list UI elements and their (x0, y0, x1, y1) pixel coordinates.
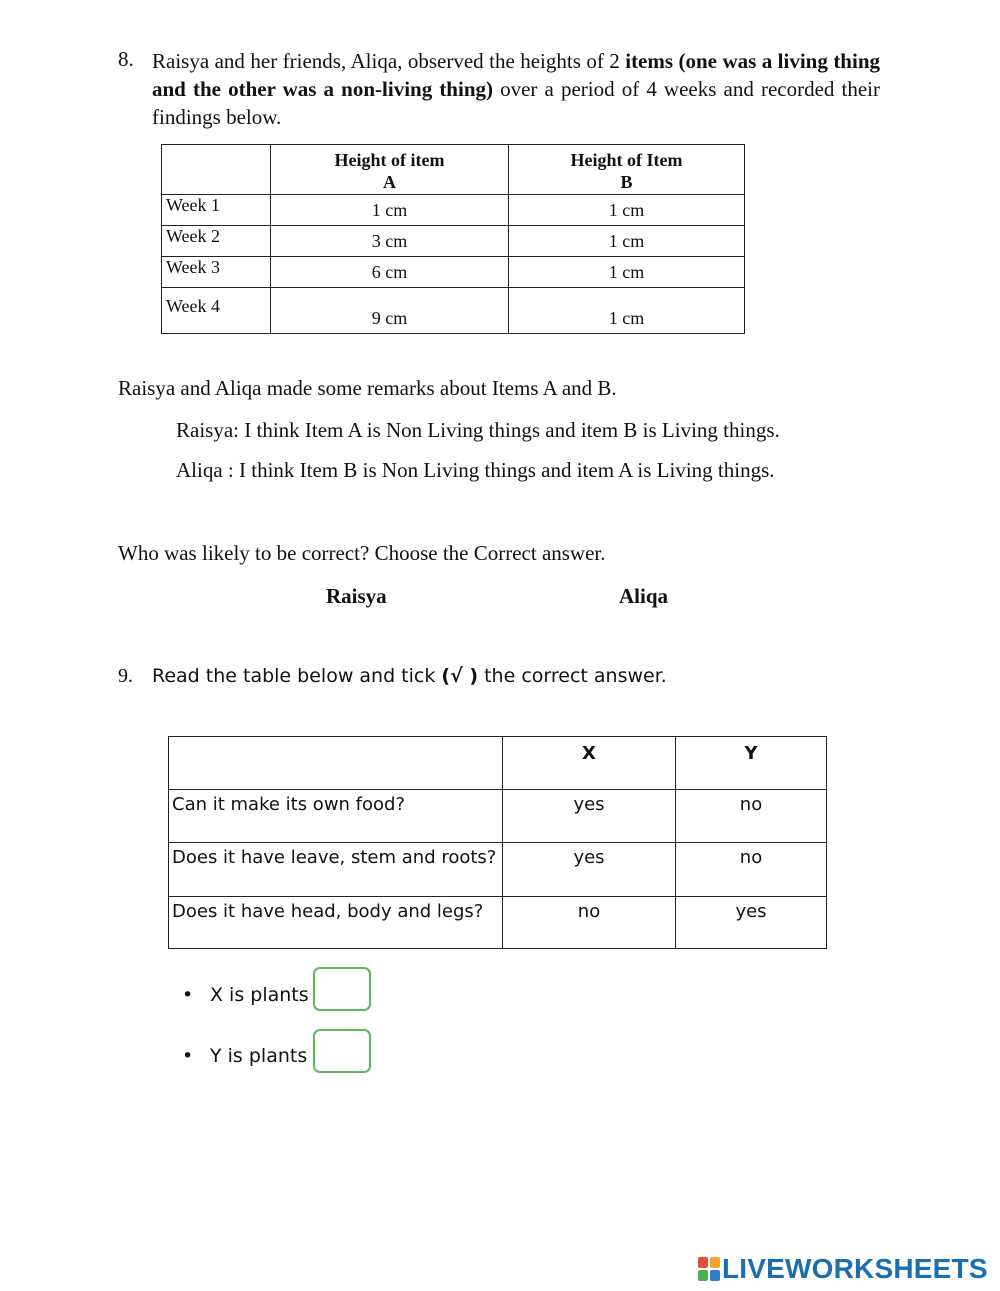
table-row (169, 790, 827, 843)
question-9-text-part2: the correct answer. (478, 665, 667, 687)
table-row (169, 897, 827, 949)
raisya-remark: Raisya: I think Item A is Non Living things and item B is Living things. (176, 418, 780, 442)
answer-option-aliqa[interactable]: Aliqa (619, 584, 669, 608)
week-label: Week 2 (162, 226, 271, 257)
row-question: Can it make its own food? (169, 790, 503, 843)
week-label: Week 3 (162, 257, 271, 288)
height-b-value: 1 cm (509, 195, 745, 226)
week-label: Week 4 (162, 288, 271, 334)
table-row (169, 843, 827, 897)
plants-animals-table (168, 736, 827, 949)
height-b-value: 1 cm (509, 288, 745, 334)
header-b-line1: Height of Item (570, 150, 683, 170)
height-a-value: 6 cm (271, 257, 509, 288)
liveworksheets-wordmark: LIVEWORKSHEETS (722, 1253, 988, 1284)
answer-option-raisya[interactable]: Raisya (326, 584, 387, 608)
table-row (162, 195, 745, 226)
week-label: Week 1 (162, 195, 271, 226)
height-a-value: 9 cm (271, 288, 509, 334)
table-corner-cell (169, 737, 503, 790)
header-height-item-b (509, 145, 745, 195)
height-a-value: 3 cm (271, 226, 509, 257)
x-answer: yes (503, 843, 676, 897)
table-row (162, 288, 745, 334)
x-answer: yes (503, 790, 676, 843)
height-a-value: 1 cm (271, 195, 509, 226)
header-y: Y (676, 737, 827, 790)
height-b-value: 1 cm (509, 257, 745, 288)
tick-box-x-is-plants[interactable] (313, 967, 371, 1011)
question-8-text-bold: items (one was a living thing and the other was a non-living thing) (152, 49, 881, 101)
question-9-text (152, 665, 667, 687)
header-x: X (503, 737, 676, 790)
aliqa-remark: Aliqa : I think Item B is Non Living things and item A is Living things. (176, 458, 775, 482)
height-b-value: 1 cm (509, 226, 745, 257)
bullet-dot: • (182, 984, 194, 1006)
question-8-number: 8. (118, 47, 134, 71)
bullet-text: X is plants (210, 984, 309, 1006)
table-corner-cell (162, 145, 271, 195)
row-question: Does it have leave, stem and roots? (169, 843, 503, 897)
table-row (162, 226, 745, 257)
bullet-dot: • (182, 1045, 194, 1067)
liveworksheets-mark-icon (698, 1257, 720, 1281)
question-9-number: 9. (118, 665, 133, 687)
y-answer: no (676, 790, 827, 843)
question-8-prompt: Who was likely to be correct? Choose the Correct answer. (118, 541, 606, 565)
y-answer: yes (676, 897, 827, 949)
header-a-line1: Height of item (334, 150, 445, 170)
tick-box-y-is-plants[interactable] (313, 1029, 371, 1073)
question-8-text-part2: over a period of 4 weeks and recorded their findings below. (152, 77, 880, 129)
question-9-text-part1: Read the table below and tick (152, 665, 442, 687)
table-row (162, 257, 745, 288)
row-question: Does it have head, body and legs? (169, 897, 503, 949)
question-8-text-part1: Raisya and her friends, Aliqa, observed the heights of 2 (152, 49, 626, 73)
remarks-intro: Raisya and Aliqa made some remarks about Items A and B. (118, 376, 617, 400)
height-observation-table (161, 144, 745, 334)
tick-symbol: (√ ) (441, 665, 479, 687)
header-a-line2: A (383, 172, 396, 192)
y-answer: no (676, 843, 827, 897)
bullet-text: Y is plants (210, 1045, 308, 1067)
question-8-text (152, 47, 880, 131)
x-answer: no (503, 897, 676, 949)
header-height-item-a (271, 145, 509, 195)
header-b-line2: B (620, 172, 633, 192)
